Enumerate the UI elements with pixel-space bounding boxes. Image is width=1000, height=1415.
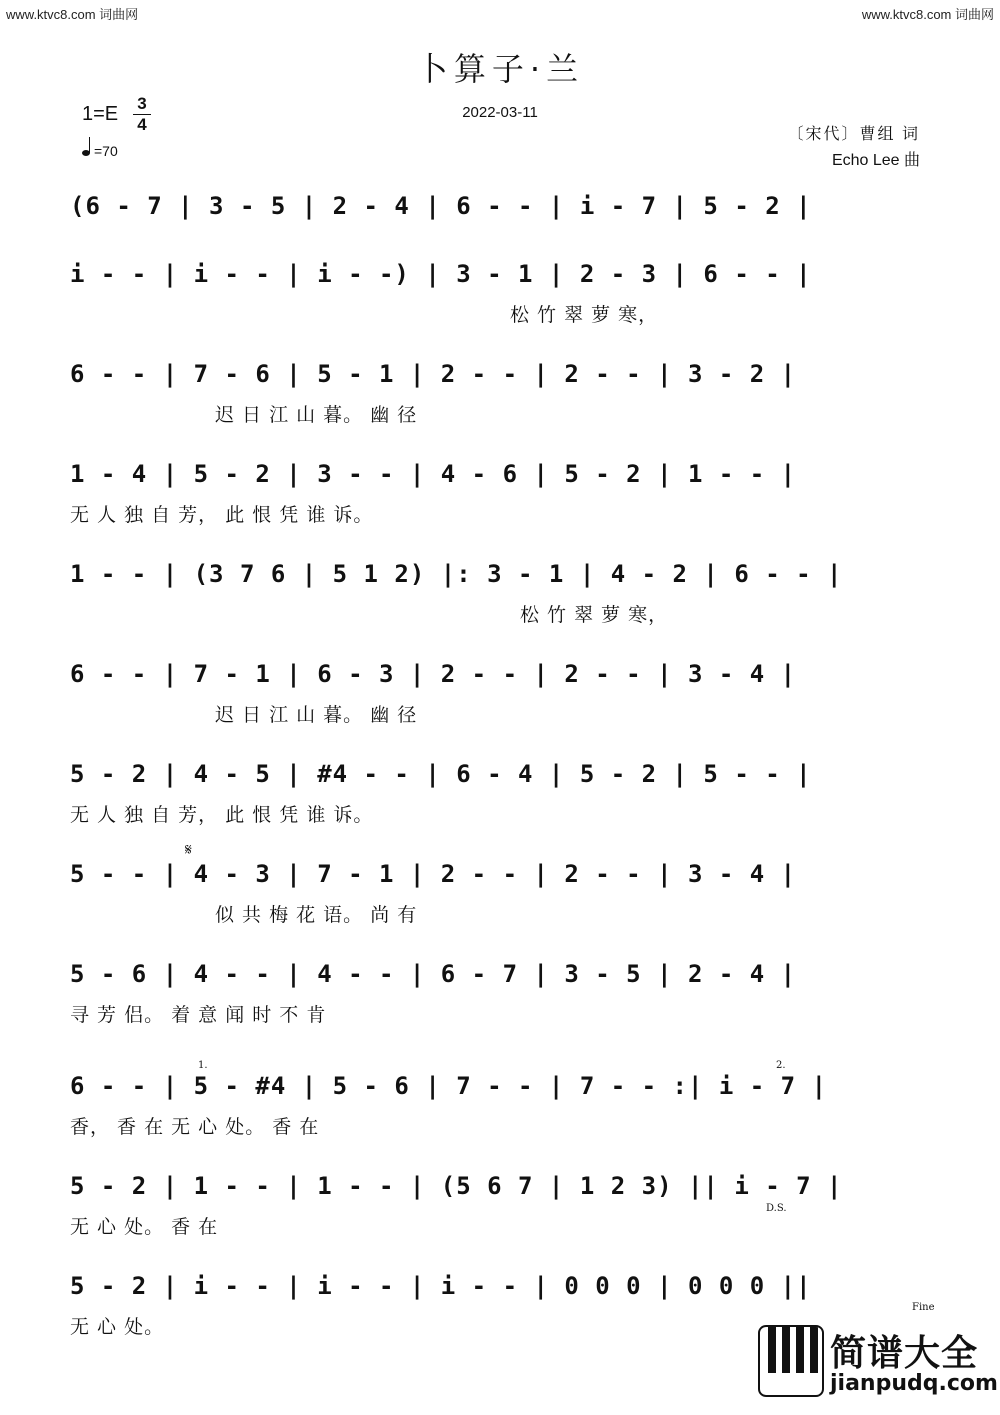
score-line-5-notes: 1 - - | (3 7 6 | 5 1 2) |: 3 - 1 | 4 - 2 | 6 - - |: [70, 560, 843, 588]
watermark-left: www.ktvc8.com 词曲网: [6, 7, 139, 22]
time-signature-top: 3: [137, 94, 147, 113]
score-line-12-notes: 5 - 2 | i - - | i - - | i - - | 0 0 0 | 0 0 0 ||: [70, 1272, 812, 1300]
score-line-10-notes: 6 - - | 5 - #4 | 5 - 6 | 7 - - | 7 - - :| i - 7 |: [70, 1072, 828, 1100]
score-line-1-notes: (6 - 7 | 3 - 5 | 2 - 4 | 6 - - | i - 7 | 5 - 2 |: [70, 192, 812, 220]
score-line-2-lyrics: 松 竹 翠 萝 寒，: [510, 304, 659, 326]
score-line-11-notes: 5 - 2 | 1 - - | 1 - - | (5 6 7 | 1 2 3) || i - 7 |: [70, 1172, 843, 1200]
composer-credit: Echo Lee 曲: [831, 152, 920, 169]
lyricist-credit: 〔宋代〕曹组 词: [787, 126, 920, 143]
volta-2: 2.: [776, 1060, 786, 1071]
quarter-note-icon: [82, 150, 90, 156]
score-line-8-lyrics: 似 共 梅 花 语。 尚 有: [215, 904, 418, 926]
site-logo: [758, 1325, 998, 1405]
time-signature-bottom: 4: [137, 115, 147, 134]
watermark-right: www.ktvc8.com 词曲网: [861, 7, 994, 22]
score-line-6-lyrics: 迟 日 江 山 暮。 幽 径: [215, 704, 418, 726]
site-url: jianpudq.com: [830, 1371, 998, 1396]
score-line-3-notes: 6 - - | 7 - 6 | 5 - 1 | 2 - - | 2 - - | 3 - 2 |: [70, 360, 797, 388]
ds-marking: D.S.: [766, 1203, 787, 1214]
key-signature: 1=E: [82, 103, 119, 125]
tempo-value: =70: [94, 143, 118, 159]
score-line-2-notes: i - - | i - - | i - -) | 3 - 1 | 2 - 3 | 6 - - |: [70, 260, 812, 288]
score-line-5-lyrics: 松 竹 翠 萝 寒，: [520, 604, 669, 626]
score-line-9-notes: 5 - 6 | 4 - - | 4 - - | 6 - 7 | 3 - 5 | 2 - 4 |: [70, 960, 797, 988]
score-line-4-lyrics: 无 人 独 自 芳， 此 恨 凭 谁 诉。: [70, 504, 374, 526]
score-line-6-notes: 6 - - | 7 - 1 | 6 - 3 | 2 - - | 2 - - | 3 - 4 |: [70, 660, 797, 688]
site-name: 简谱大全: [830, 1333, 979, 1374]
segno-sign: 𝄋: [185, 840, 192, 859]
score-line-10-lyrics: 香， 香 在 无 心 处。 香 在: [70, 1116, 320, 1138]
song-title: 卜算子·兰: [415, 50, 585, 88]
volta-1: 1.: [198, 1060, 208, 1071]
score-line-11-lyrics: 无 心 处。 香 在: [70, 1216, 219, 1238]
score-line-7-lyrics: 无 人 独 自 芳， 此 恨 凭 谁 诉。: [70, 804, 374, 826]
piano-keys-icon: [758, 1325, 824, 1397]
score-line-9-lyrics: 寻 芳 侣。 着 意 闻 时 不 肯: [70, 1004, 327, 1026]
time-signature: [133, 95, 151, 134]
fine-marking: Fine: [912, 1302, 935, 1313]
score-line-12-lyrics: 无 心 处。: [70, 1316, 165, 1338]
score-line-3-lyrics: 迟 日 江 山 暮。 幽 径: [215, 404, 418, 426]
score-date: 2022-03-11: [462, 104, 538, 121]
tempo-marking: [82, 143, 118, 159]
score-line-8-notes: 5 - - | 4 - 3 | 7 - 1 | 2 - - | 2 - - | 3 - 4 |: [70, 860, 797, 888]
score-line-7-notes: 5 - 2 | 4 - 5 | #4 - - | 6 - 4 | 5 - 2 | 5 - - |: [70, 760, 812, 788]
score-line-4-notes: 1 - 4 | 5 - 2 | 3 - - | 4 - 6 | 5 - 2 | 1 - - |: [70, 460, 797, 488]
